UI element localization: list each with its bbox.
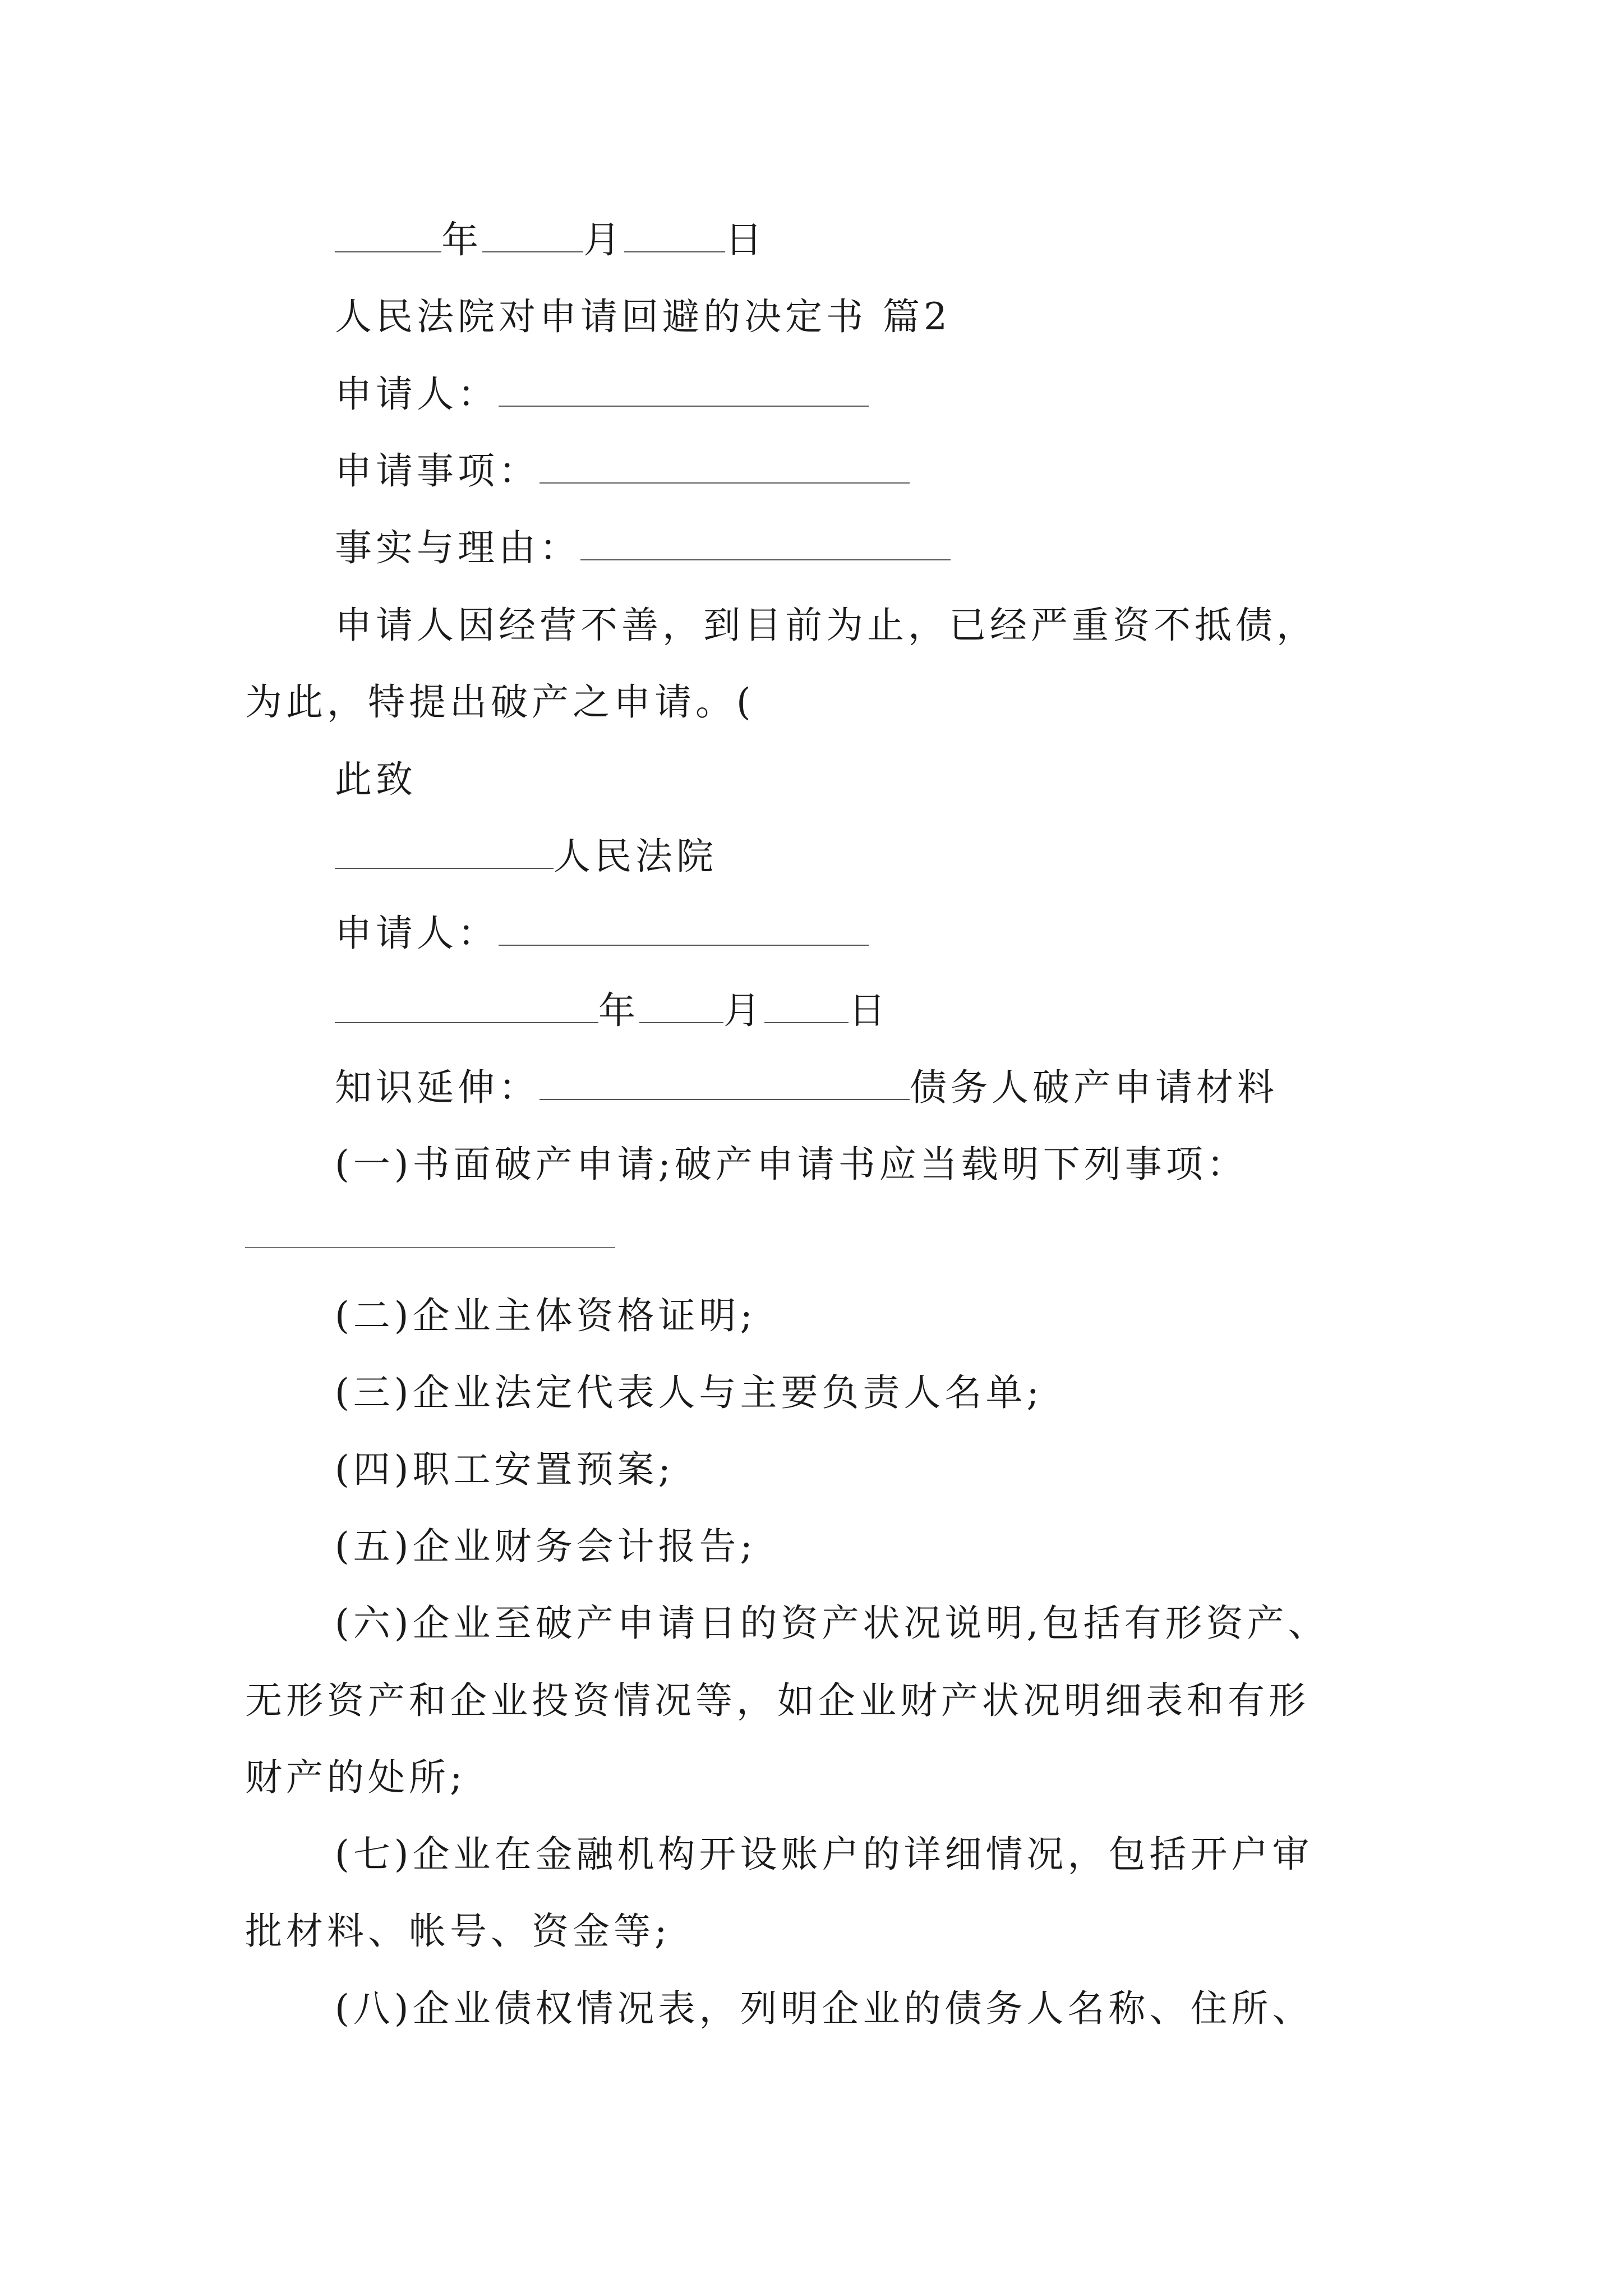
facts-line	[335, 526, 951, 570]
list-item-5: (五)企业财务会计报告;	[335, 1525, 757, 1568]
body-paragraph-line-2: 为此，特提出破产之申请。(	[245, 680, 755, 724]
applicant-line	[335, 372, 869, 417]
applicant-label: 申请人：	[335, 372, 499, 416]
list-item-3: (三)企业法定代表人与主要负责人名单;	[335, 1371, 1043, 1414]
year-blank	[335, 218, 441, 252]
extension-line	[335, 1065, 1278, 1110]
day-blank	[624, 218, 725, 252]
list-item-7-line-1: (七)企业在金融机构开设账户的详细情况，包括开户审	[335, 1833, 1313, 1876]
matter-line	[335, 449, 910, 494]
list-item-1: (一)书面破产申请;破产申请书应当载明下列事项：	[335, 1143, 1248, 1186]
list-item-8-line-1: (八)企业债权情况表，列明企业的债务人名称、住所、	[335, 1987, 1313, 2030]
court-line	[335, 834, 717, 879]
extension-label: 知识延伸：	[335, 1066, 540, 1109]
applicant-line-2	[335, 911, 869, 956]
day-label-2: 日	[849, 989, 889, 1032]
matter-blank	[540, 449, 910, 484]
applicant-blank	[499, 372, 869, 407]
extension-title: 债务人破产申请材料	[910, 1066, 1278, 1109]
document-title: 人民法院对申请回避的决定书 篇2	[335, 295, 951, 338]
facts-blank	[580, 526, 951, 560]
applicant-blank-2	[499, 911, 869, 946]
blank-rule	[245, 1247, 615, 1248]
year-label-2: 年	[598, 989, 639, 1032]
facts-label: 事实与理由：	[335, 526, 580, 569]
applicant-label-2: 申请人：	[335, 912, 499, 955]
list-item-6-line-3: 财产的处所;	[245, 1756, 467, 1799]
month-blank-2	[639, 988, 723, 1023]
list-item-2: (二)企业主体资格证明;	[335, 1294, 757, 1337]
year-label: 年	[441, 218, 482, 261]
month-label-2: 月	[723, 989, 764, 1032]
day-label: 日	[725, 218, 766, 261]
date-line-1	[335, 218, 766, 263]
court-blank	[335, 834, 554, 869]
matter-label: 申请事项：	[335, 449, 540, 493]
month-blank	[482, 218, 583, 252]
list-item-7-line-2: 批材料、帐号、资金等;	[245, 1910, 671, 1953]
year-blank-2	[335, 988, 598, 1023]
month-label: 月	[583, 218, 624, 261]
court-label: 人民法院	[554, 835, 717, 878]
body-paragraph-line-1: 申请人因经营不善，到目前为止，已经严重资不抵债，	[335, 604, 1317, 647]
extension-blank	[540, 1065, 910, 1100]
list-item-6-line-1: (六)企业至破产申请日的资产状况说明,包括有形资产、	[335, 1602, 1329, 1645]
salutation: 此致	[335, 758, 417, 801]
list-item-6-line-2: 无形资产和企业投资情况等，如企业财产状况明细表和有形	[245, 1679, 1310, 1722]
day-blank-2	[764, 988, 849, 1023]
list-item-4: (四)职工安置预案;	[335, 1448, 675, 1491]
date-line-2	[335, 988, 889, 1033]
